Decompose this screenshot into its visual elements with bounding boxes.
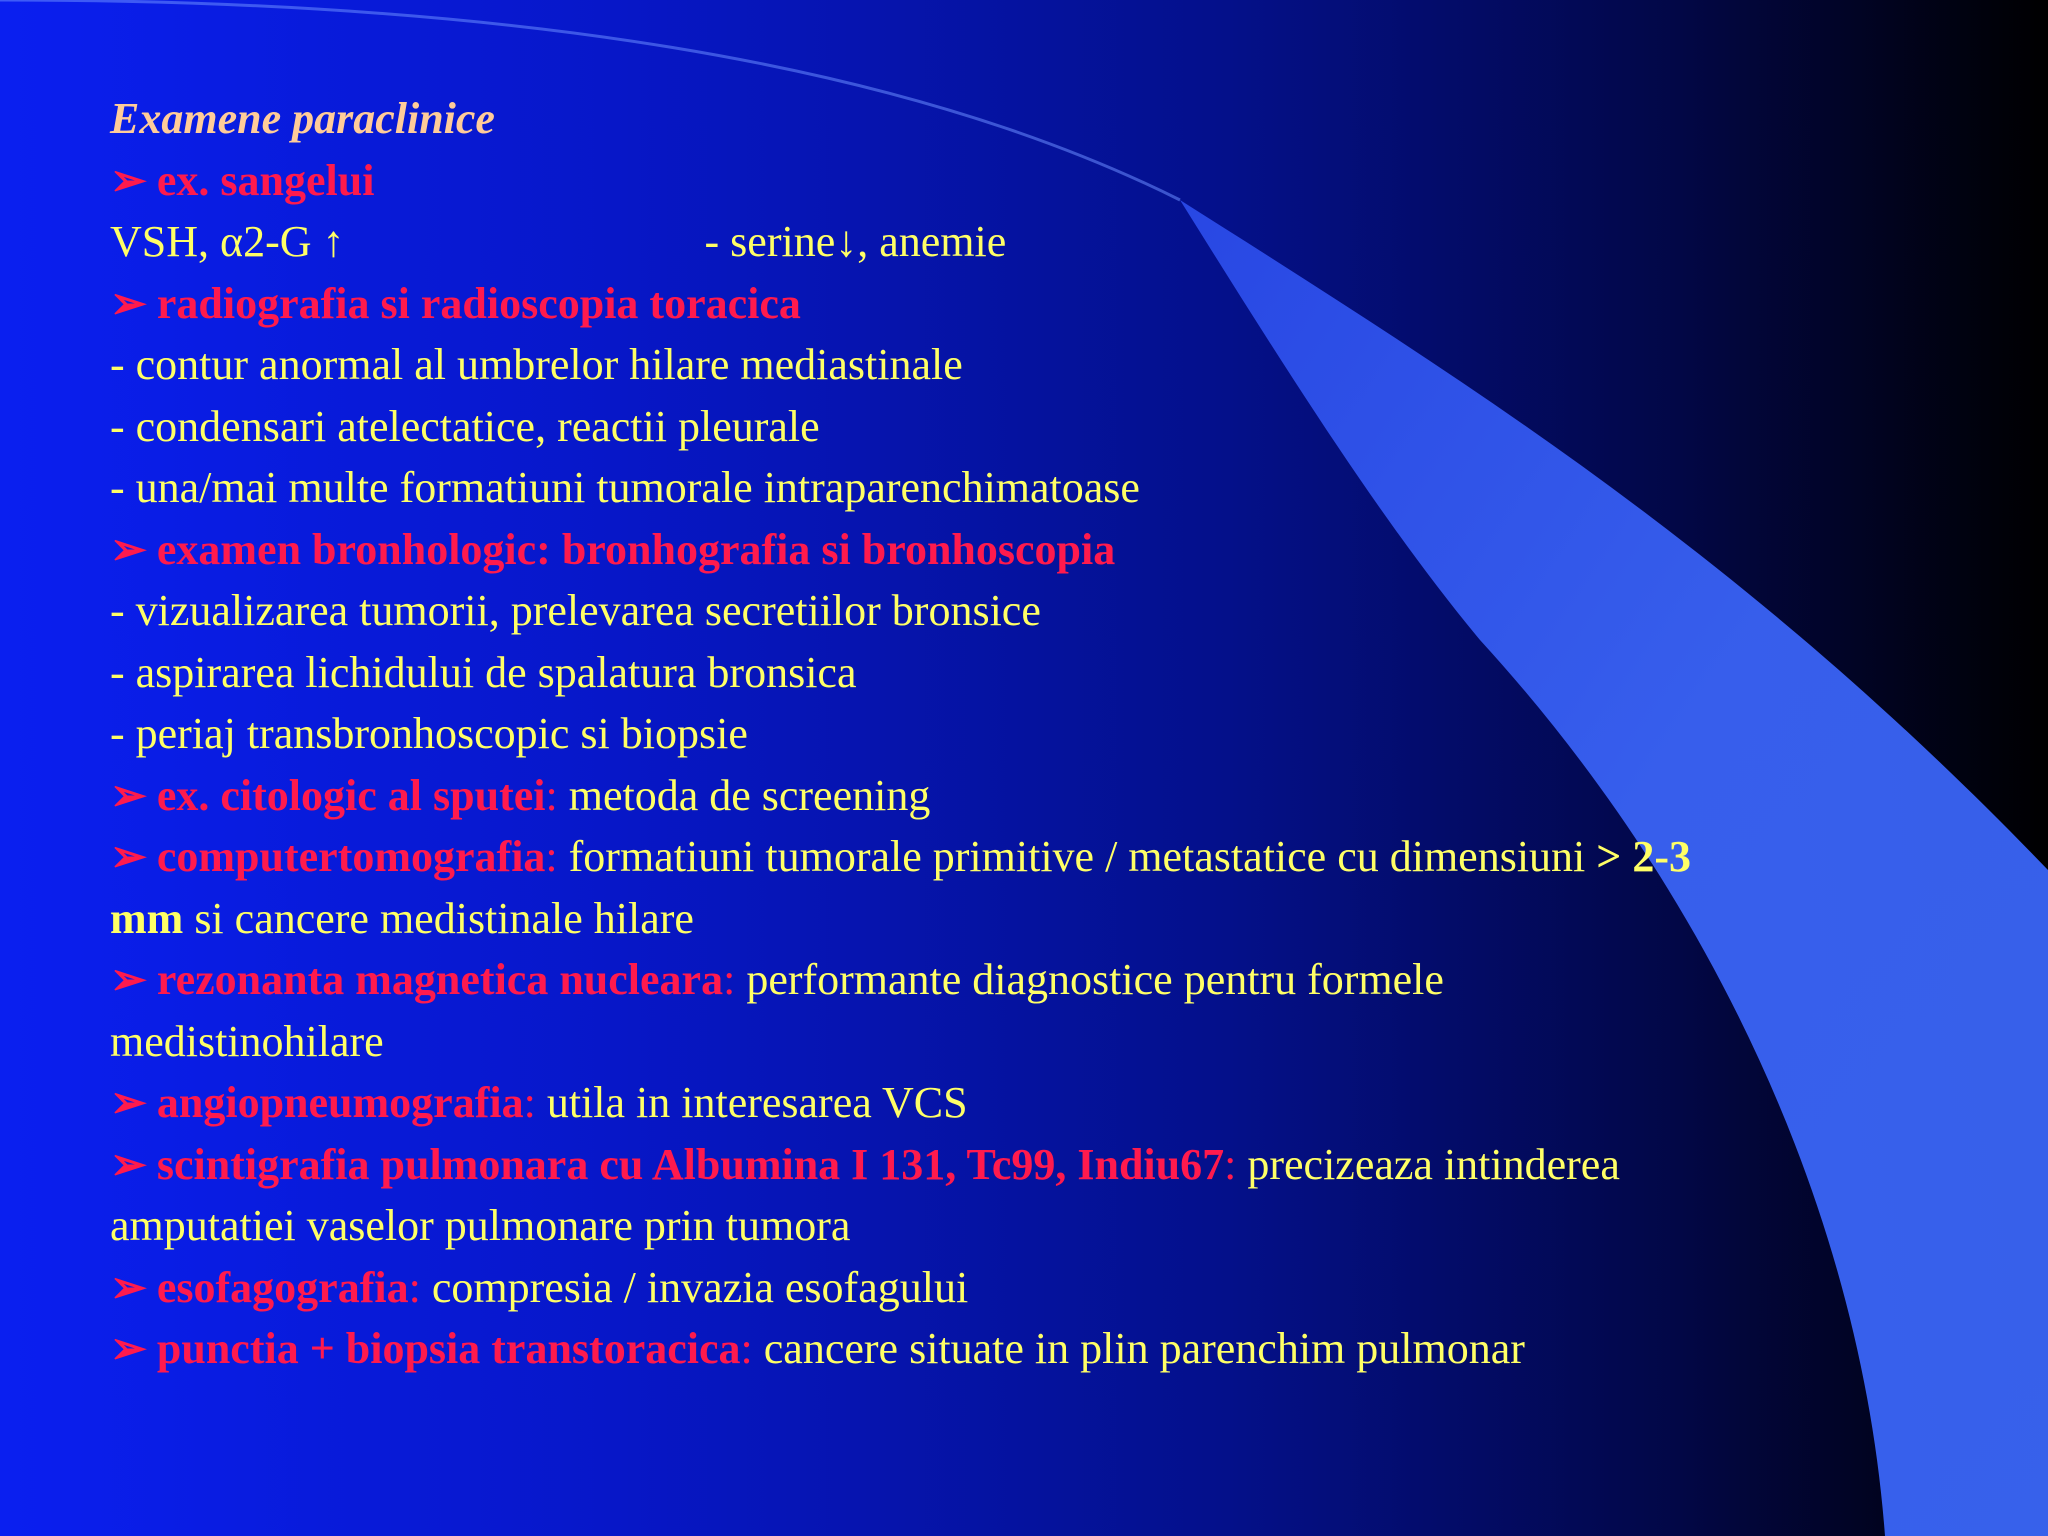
bullet-arrow-icon: ➢ — [110, 278, 147, 328]
ct-unit: mm — [110, 893, 184, 943]
bullet-arrow-icon: ➢ — [110, 1078, 147, 1127]
mri-text: performante diagnostice pentru formele — [735, 955, 1444, 1004]
blood-values-line — [110, 211, 2010, 273]
bullet-arrow-icon: ➢ — [110, 1324, 147, 1373]
radiography-item: - condensari atelectatice, reactii pleurale — [110, 401, 820, 451]
eso-line: ➢ esofagografia: compresia / invazia esofagului — [110, 1262, 969, 1312]
ct-size: > 2-3 — [1596, 832, 1692, 881]
bullet-arrow-icon: ➢ — [110, 524, 147, 574]
ct-line: ➢ computertomografia: formatiuni tumorale primitive / metastatice cu dimensiuni > 2-3 — [110, 832, 1692, 881]
cytology-text: metoda de screening — [557, 770, 931, 820]
scinti-heading: scintigrafia pulmonara cu Albumina I 131, Tc99, Indiu67 — [156, 1139, 1225, 1189]
bullet-arrow-icon: ➢ — [110, 1262, 147, 1312]
slide-content — [110, 88, 2010, 1380]
bullet-arrow-icon: ➢ — [110, 955, 147, 1004]
slide-title: Examene paraclinice — [110, 94, 495, 143]
bronchology-heading: examen bronhologic: bronhografia si bronhoscopia — [156, 524, 1116, 574]
radiography-item: - una/mai multe formatiuni tumorale intraparenchimatoase — [110, 463, 1140, 512]
angio-heading: angiopneumografia — [156, 1078, 524, 1127]
blood-heading: ex. sangelui — [156, 155, 375, 205]
bullet-arrow-icon: ➢ — [110, 770, 147, 820]
puncture-text: cancere situate in plin parenchim pulmonar — [752, 1324, 1525, 1373]
blood-heading-line — [110, 150, 2010, 212]
eso-heading: esofagografia — [156, 1262, 409, 1312]
bronchology-item: - aspirarea lichidului de spalatura bronsica — [110, 647, 857, 697]
ct-text: formatiuni tumorale primitive / metastatice cu dimensiuni — [557, 832, 1597, 881]
blood-left: VSH, α2-G ↑ — [110, 217, 345, 266]
mri-line: ➢ rezonanta magnetica nucleara: performante diagnostice pentru formele — [110, 955, 1444, 1004]
bronchology-item: - vizualizarea tumorii, prelevarea secretiilor bronsice — [110, 586, 1041, 635]
cytology-heading: ex. citologic al sputei — [156, 770, 546, 820]
bronchology-item: - periaj transbronhoscopic si biopsie — [110, 709, 748, 758]
radiography-heading: radiografia si radioscopia toracica — [156, 278, 801, 328]
scinti-text-continued: amputatiei vaselor pulmonare prin tumora — [110, 1201, 851, 1250]
eso-text: compresia / invazia esofagului — [420, 1262, 969, 1312]
ct-line-continued — [110, 888, 2010, 950]
mri-heading: rezonanta magnetica nucleara — [156, 955, 724, 1004]
puncture-heading: punctia + biopsia transtoracica — [156, 1324, 741, 1373]
radiography-heading-line — [110, 273, 2010, 335]
bronchology-heading-line — [110, 519, 2010, 581]
angio-text: utila in interesarea VCS — [535, 1078, 968, 1127]
scinti-text: precizeaza intinderea — [1236, 1139, 1620, 1189]
mri-text-continued: medistinohilare — [110, 1016, 384, 1066]
angio-line: ➢ angiopneumografia: utila in interesarea VCS — [110, 1078, 968, 1127]
ct-text-continued: si cancere medistinale hilare — [183, 893, 694, 943]
scinti-line: ➢ scintigrafia pulmonara cu Albumina I 131, Tc99, Indiu67: precizeaza intinderea — [110, 1139, 1620, 1189]
puncture-line: ➢ punctia + biopsia transtoracica: cancere situate in plin parenchim pulmonar — [110, 1324, 1525, 1373]
radiography-item: - contur anormal al umbrelor hilare mediastinale — [110, 340, 963, 389]
bullet-arrow-icon: ➢ — [110, 1139, 147, 1189]
bullet-arrow-icon: ➢ — [110, 155, 147, 205]
blood-right: - serine↓, anemie — [704, 217, 1007, 266]
ct-heading: computertomografia — [156, 832, 546, 881]
cytology-line: ➢ ex. citologic al sputei: metoda de screening — [110, 770, 931, 820]
bullet-arrow-icon: ➢ — [110, 832, 147, 881]
